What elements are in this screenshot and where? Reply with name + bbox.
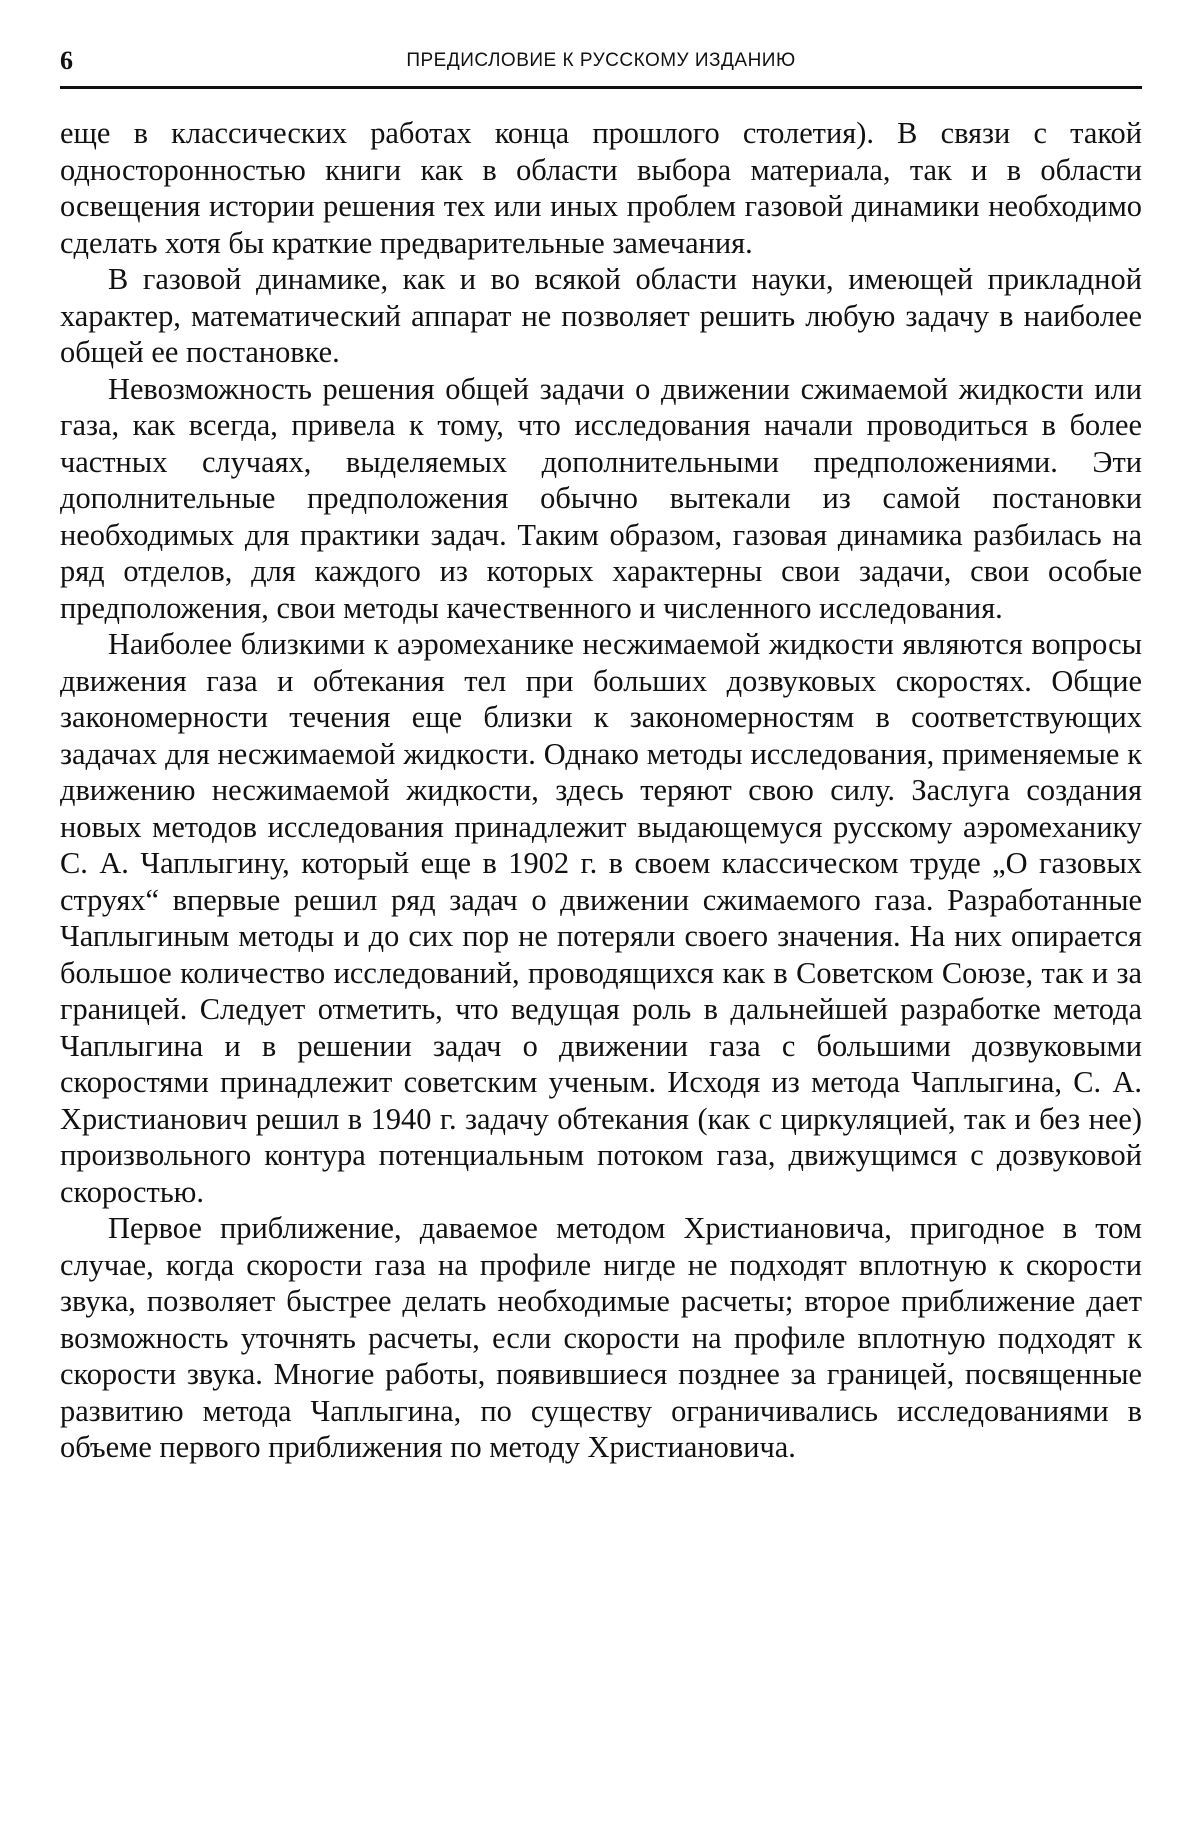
page-header	[60, 46, 1142, 89]
paragraph: Наиболее близкими к аэромеханике несжимаемой жидкости являются вопросы движения газа и обтекания тел при больших дозвуковых скоростях. Общие закономерности течения еще близки к закономерностям в соответствующих задачах для несжимаемой жидкости. Однако методы исследования, применяемые к движению несжимаемой жидкости, здесь теряют свою силу. Заслуга создания новых методов исследования принадлежит выдающемуся русскому аэромеханику С. А. Чаплыгину, который еще в 1902 г. в своем классическом труде „О газовых струях“ впервые решил ряд задач о движении сжимаемого газа. Разработанные Чаплыгиным методы и до сих пор не потеряли своего значения. На них опирается большое количество исследований, проводящихся как в Советском Союзе, так и за границей. Следует отметить, что ведущая роль в дальнейшей разработке метода Чаплыгина и в решении задач о движении газа с большими дозвуковыми скоростями принадлежит советским ученым. Исходя из метода Чаплыгина, С. А. Христианович решил в 1940 г. задачу обтекания (как с циркуляцией, так и без нее) произвольного контура потенциальным потоком газа, движущимся с дозвуковой скоростью.	[60, 627, 1142, 1209]
paragraph: Первое приближение, даваемое методом Христиановича, пригодное в том случае, когда скорости газа на профиле нигде не подходят вплотную к скорости звука, позволяет быстрее делать необходимые расчеты; второе приближение дает возможность уточнять расчеты, если скорости на профиле вплотную подходят к скорости звука. Многие работы, появившиеся позднее за границей, посвященные развитию метода Чаплыгина, по существу ограничивались исследованиями в объеме первого приближения по методу Христиановича.	[60, 1211, 1142, 1464]
paragraph: В газовой динамике, как и во всякой области науки, имеющей прикладной характер, математический аппарат не позволяет решить любую задачу в наиболее общей ее постановке.	[60, 262, 1142, 369]
paragraph-continued: еще в классических работах конца прошлого столетия). В связи с такой односторонностью книги как в области выбора материала, так и в области освещения истории решения тех или иных проблем газовой динамики необходимо сделать хотя бы краткие предварительные замечания.	[60, 116, 1142, 260]
running-title: ПРЕДИСЛОВИЕ К РУССКОМУ ИЗДАНИЮ	[406, 50, 796, 71]
body-text	[60, 115, 1142, 1466]
page-number: 6	[60, 46, 73, 75]
book-page	[60, 46, 1142, 1466]
paragraph: Невозможность решения общей задачи о движении сжимаемой жидкости или газа, как всегда, привела к тому, что исследования начали проводиться в более частных случаях, выделяемых дополнительными предположениями. Эти дополнительные предположения обычно вытекали из самой постановки необходимых для практики задач. Таким образом, газовая динамика разбилась на ряд отделов, для каждого из которых характерны свои задачи, свои особые предположения, свои методы качественного и численного исследования.	[60, 371, 1142, 625]
